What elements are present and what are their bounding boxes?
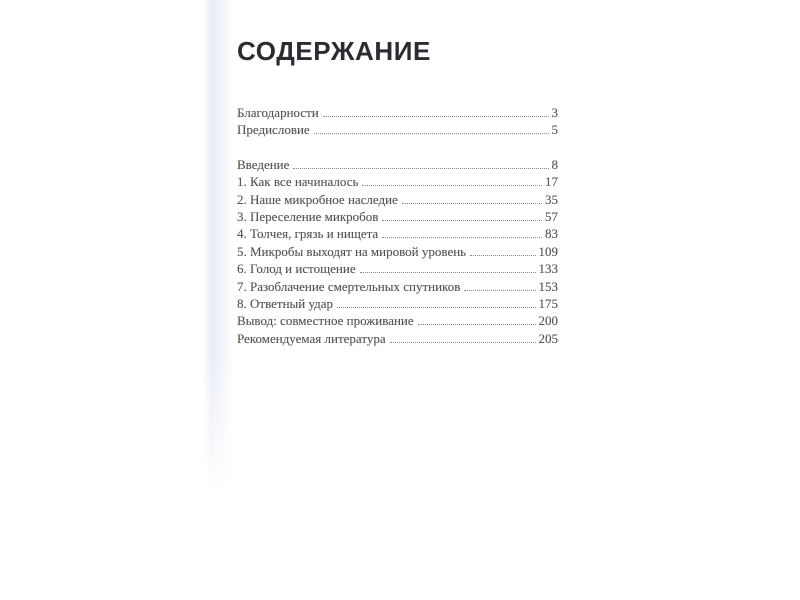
dot-leader	[402, 203, 542, 204]
toc-entry-label: 8. Ответный удар	[237, 295, 334, 311]
toc-entry-label: Рекомендуемая литература	[237, 330, 386, 346]
dot-leader	[323, 116, 549, 117]
toc-entry	[237, 225, 558, 242]
page-gutter-shadow	[203, 0, 233, 490]
toc-entry-label: Вывод: совместное проживание	[237, 313, 414, 329]
toc-entry-page: 83	[545, 226, 558, 242]
dot-leader	[293, 168, 548, 169]
toc-entry	[237, 278, 558, 295]
toc-entry	[237, 295, 558, 312]
dot-leader	[470, 255, 535, 256]
dot-leader	[382, 220, 542, 221]
toc-entry-label: 3. Переселение микробов	[237, 208, 379, 224]
table-of-contents	[237, 104, 558, 347]
toc-entry	[237, 191, 558, 208]
dot-leader	[382, 237, 542, 238]
toc-entry-page: 8	[551, 156, 558, 172]
toc-entry	[237, 312, 558, 329]
toc-entry-page: 3	[551, 105, 558, 120]
toc-entry-page: 5	[551, 122, 558, 138]
toc-entry-label: Благодарности	[237, 105, 319, 120]
toc-entry	[237, 173, 558, 190]
toc-entry-page: 133	[538, 261, 558, 277]
dot-leader	[390, 342, 536, 343]
toc-entry-page: 109	[538, 243, 558, 259]
toc-entry-page: 175	[538, 295, 558, 311]
toc-entry	[237, 243, 558, 260]
toc-entry-page: 57	[545, 208, 558, 224]
toc-entry-label: 1. Как все начиналось	[237, 174, 359, 190]
toc-entry	[237, 121, 558, 138]
dot-leader	[360, 272, 536, 273]
toc-entry-label: Введение	[237, 156, 290, 172]
dot-leader	[464, 290, 535, 291]
toc-entry-label: 6. Голод и истощение	[237, 261, 356, 277]
toc-entry	[237, 156, 558, 173]
toc-entry	[237, 104, 558, 121]
dot-leader	[362, 185, 542, 186]
dot-leader	[418, 324, 536, 325]
dot-leader	[337, 307, 535, 308]
toc-entry-page: 35	[545, 191, 558, 207]
toc-entry-label: 2. Наше микробное наследие	[237, 191, 398, 207]
toc-entry-label: 5. Микробы выходят на мировой уровень	[237, 243, 467, 259]
page-title: СОДЕРЖАНИЕ	[237, 36, 431, 66]
toc-entry	[237, 260, 558, 277]
toc-entry-page: 200	[538, 313, 558, 329]
dot-leader	[314, 133, 549, 134]
toc-entry-page: 153	[538, 278, 558, 294]
toc-entry-label: Предисловие	[237, 122, 310, 138]
toc-entry-label: 7. Разоблачение смертельных спутников	[237, 278, 461, 294]
toc-entry-page: 17	[545, 174, 558, 190]
toc-entry-label: 4. Толчея, грязь и нищета	[237, 226, 379, 242]
toc-entry	[237, 330, 558, 347]
toc-entry	[237, 208, 558, 225]
toc-entry-page: 205	[538, 330, 558, 346]
